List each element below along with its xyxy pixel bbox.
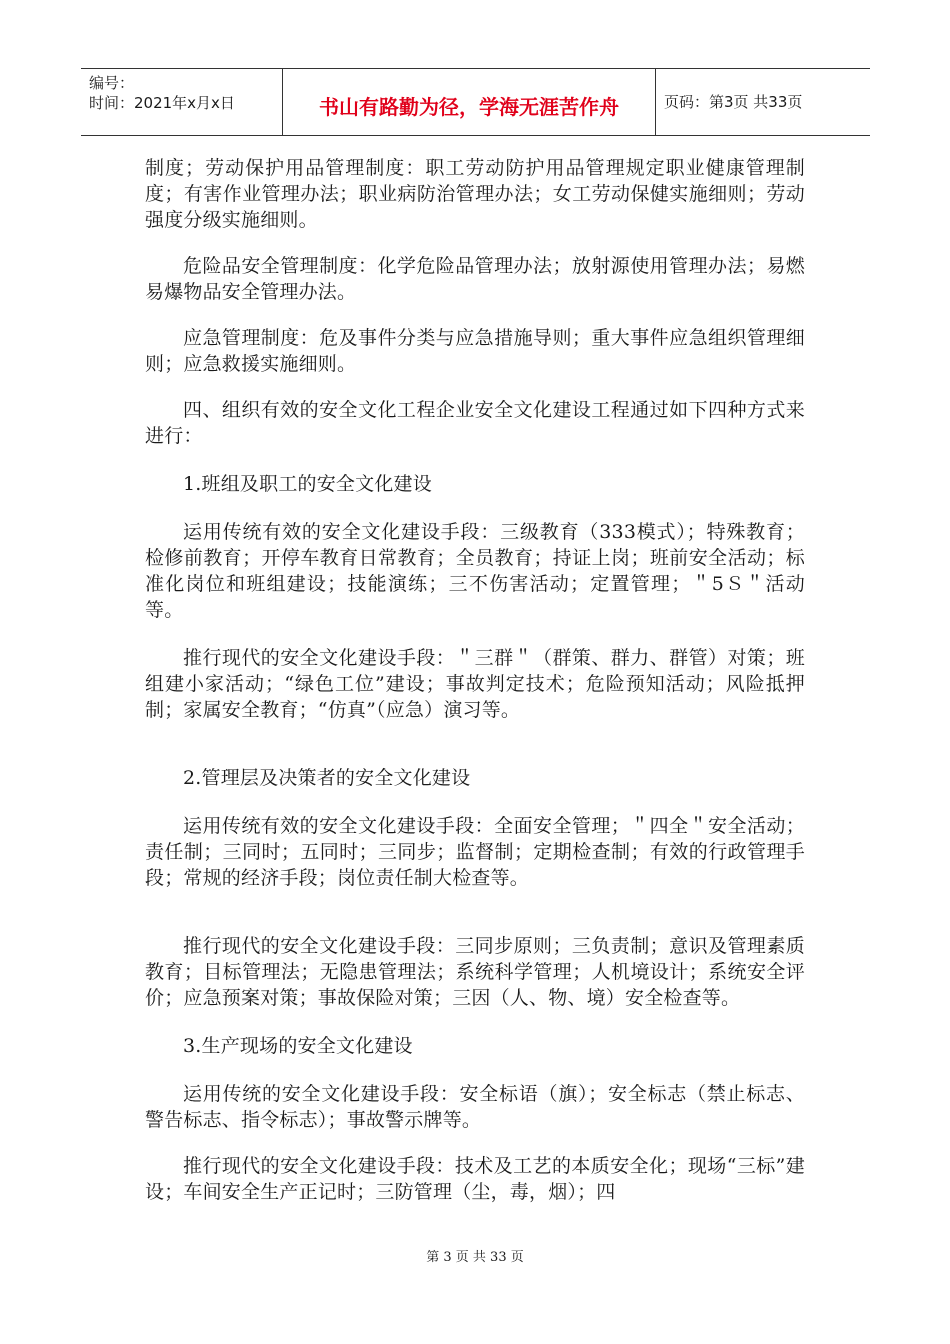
page-footer bbox=[0, 1246, 950, 1265]
paragraph-site-modern: 推行现代的安全文化建设手段：技术及工艺的本质安全化；现场“三标”建设；车间安全生产正记时；三防管理（尘，毒，烟）；四 bbox=[145, 1155, 805, 1203]
paragraph-continued: 制度；劳动保护用品管理制度：职工劳动防护用品管理规定职业健康管理制度；有害作业管理办法；职业病防治管理办法；女工劳动保健实施细则；劳动强度分级实施细则。 bbox=[145, 157, 805, 231]
subheading-production-site: 3.生产现场的安全文化建设 bbox=[183, 1035, 413, 1057]
paragraph-hazardous-goods: 危险品安全管理制度：化学危险品管理办法；放射源使用管理办法；易燃易爆物品安全管理办法。 bbox=[145, 255, 805, 303]
paragraph-management-traditional: 运用传统有效的安全文化建设手段：全面安全管理；＂四全＂安全活动；责任制；三同时；五同时；三同步；监督制；定期检查制；有效的行政管理手段；常规的经济手段；岗位责任制大检查等。 bbox=[145, 815, 805, 889]
document-body bbox=[145, 155, 805, 1205]
header-page-cell bbox=[656, 69, 870, 135]
document-number-label: 编号： bbox=[89, 74, 135, 92]
header-meta-cell bbox=[81, 69, 283, 135]
document-time-label: 时间：2021年x月x日 bbox=[89, 94, 235, 112]
header-motto: 书山有路勤为径，学海无涯苦作舟 bbox=[319, 94, 619, 119]
paragraph-site-traditional: 运用传统的安全文化建设手段：安全标语（旗）；安全标志（禁止标志、警告标志、指令标志）；事故警示牌等。 bbox=[145, 1083, 805, 1131]
document-header bbox=[81, 68, 870, 136]
paragraph-management-modern: 推行现代的安全文化建设手段：三同步原则；三负责制；意识及管理素质教育；目标管理法；无隐患管理法；系统科学管理；人机境设计；系统安全评价；应急预案对策；事故保险对策；三因（人、物、境）安全检查等。 bbox=[145, 935, 805, 1009]
subheading-management: 2.管理层及决策者的安全文化建设 bbox=[183, 767, 471, 789]
header-motto-cell bbox=[283, 69, 656, 135]
footer-page-number: 第 3 页 共 33 页 bbox=[426, 1250, 524, 1265]
subheading-team-workers: 1.班组及职工的安全文化建设 bbox=[183, 473, 432, 495]
paragraph-team-traditional: 运用传统有效的安全文化建设手段：三级教育（333模式）；特殊教育；检修前教育；开停车教育日常教育；全员教育；持证上岗；班前安全活动；标准化岗位和班组建设；技能演练；三不伤害活动；定置管理；＂5Ｓ＂活动等。 bbox=[145, 521, 805, 621]
paragraph-emergency: 应急管理制度：危及事件分类与应急措施导则；重大事件应急组织管理细则；应急救援实施细则。 bbox=[145, 327, 805, 375]
paragraph-team-modern: 推行现代的安全文化建设手段：＂三群＂（群策、群力、群管）对策；班组建小家活动；“绿色工位”建设；事故判定技术；危险预知活动；风险抵押制；家属安全教育；“仿真”（应急）演习等。 bbox=[145, 647, 805, 721]
header-page-info: 页码：第3页 共33页 bbox=[664, 92, 803, 111]
section-heading-four: 四、组织有效的安全文化工程企业安全文化建设工程通过如下四种方式来进行： bbox=[145, 399, 805, 447]
